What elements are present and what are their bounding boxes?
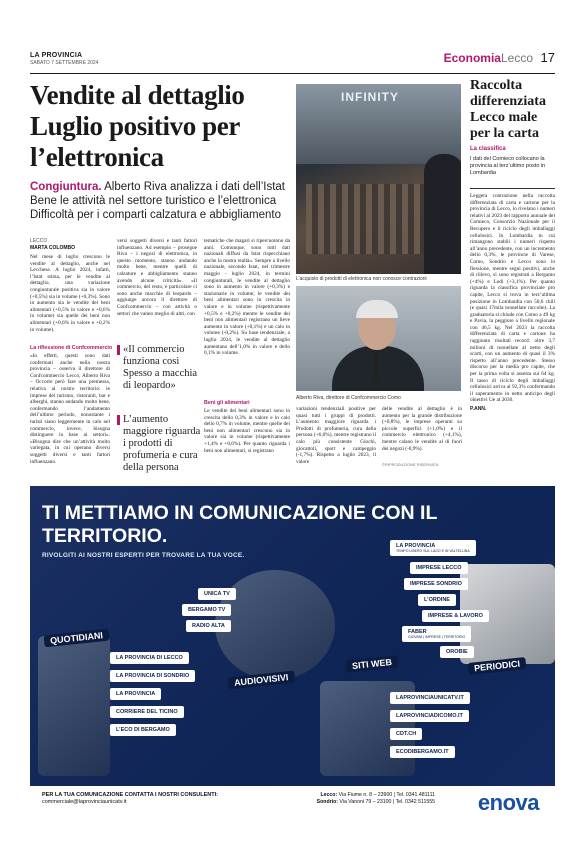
article-subhead-1: La riflessione di Confcommercio xyxy=(30,345,113,351)
ad-address-sondrio xyxy=(295,799,435,806)
portrait-body xyxy=(332,346,424,391)
section-sub: Lecco xyxy=(500,51,533,65)
ad-address-lecco-text: Via Fiume n. 8 – 23900 | Tel. 0341.481111 xyxy=(338,792,435,798)
periodici-top-sub: TEMPO LIBERO SUL LAGO E IN VALTELLINA xyxy=(396,549,470,553)
ad-chip-audiovisivi-2: BERGAMO TV xyxy=(182,604,231,616)
article-column-1: Nel mese di luglio crescono le vendite al dettaglio, anche nel Lecchese. A luglio 2024, infatti, l’Istat stima, per le vendite al dettaglio, una variazione congiunturale positiva sia in valore (+0,5%) sia in volume (+0,3%). Sono in aumento sia le vendite dei beni alimentari (+0,5% in valore e +0,6% in volume) sia quelle dei beni non alimentari (+0,6% in valore e +0,2% in volume). xyxy=(30,254,110,333)
ad-subheadline: RIVOLGITI AI NOSTRI ESPERTI PER TROVARE LA TUA VOCE. xyxy=(42,552,245,559)
sidebar-author: P.ANN. xyxy=(470,406,487,412)
ad-chip-quotidiani-2: LA PROVINCIA DI SONDRIO xyxy=(110,670,195,682)
ad-label-quotidiani: QUOTIDIANI xyxy=(44,629,110,648)
faber-sub: GIOVANI | IMPRESE | TERRITORIO xyxy=(408,635,466,639)
ad-chip-siti-4: ECODIBERGAMO.IT xyxy=(390,746,455,758)
article-headline: Vendite al dettaglio Luglio positivo per l’elettronica xyxy=(30,80,245,172)
ad-chip-audiovisivi-3: RADIO ALTA xyxy=(186,620,231,632)
ad-contact xyxy=(42,792,218,806)
ad-chip-periodici-4: IMPRESE & LAVORO xyxy=(422,610,489,622)
ad-chip-periodici-3: L’ORDINE xyxy=(418,594,456,606)
microphone-icon xyxy=(374,352,378,382)
ad-chip-periodici-1: IMPRESE LECCO xyxy=(410,562,468,574)
pull-quote-1: «Il commercio funziona così Spesso a macchia di leopardo» xyxy=(123,344,198,391)
photo-caption-1: L’acquisto di prodotti di elettronica non conosce contrazioni xyxy=(296,276,427,282)
periodici-top-title: LA PROVINCIA xyxy=(396,543,436,549)
electronics-store-photo xyxy=(296,84,461,274)
ad-chip-siti-2: LAPROVINCIADICOMO.IT xyxy=(390,710,469,722)
article-column-5: delle vendite al dettaglio è in aumento per la grande distribuzione (+0,8%), le imprese operanti su piccole superfici (+1,0%) e il commercio elettronico (+4,1%), mentre calano le vendite al di fuori dei negozi (-0,9%). xyxy=(382,406,462,452)
portrait-hair xyxy=(356,300,398,318)
pull-quote-2: L’aumento maggiore riguarda i prodotti di profumeria e cura della persona xyxy=(123,414,201,473)
ad-address-sondrio-text: Via Vanoni 79 – 23100 | Tel. 0342 511555 xyxy=(339,799,435,805)
article-subhead-3: Beni gli alimentari xyxy=(204,400,250,406)
ad-label-audiovisivi: AUDIOVISIVI xyxy=(228,671,295,690)
enova-logo: enova xyxy=(477,790,539,815)
ad-headline: TI METTIAMO IN COMUNICAZIONE CON IL TERRITORIO. xyxy=(42,502,438,547)
page-number: 17 xyxy=(540,50,555,65)
ad-address-lecco xyxy=(295,792,435,799)
ad-label-periodici: PERIODICI xyxy=(468,657,527,675)
ad-chip-periodici-2: IMPRESE SONDRIO xyxy=(404,578,468,590)
ad-address-lecco-label: Lecco: xyxy=(320,792,338,798)
ad-addresses xyxy=(295,792,435,806)
article-column-3: tematiche che magari si ripercuotono da anni. Comunque, sono tutti dati nazionali diffusi da Istat rispecchiano anche la nostra realtà». Sempre a livello nazionale, secondo Istat, nel trimestre maggio - luglio 2024, in termini congiunturali, le vendite al dettaglio sono in aumento in valore (+0,3%) e stazionarie in volume; le vendite dei beni alimentari sono in crescita in valore e in volume (rispettivamente +0,5% e +0,2%) mentre le vendite dei beni non alimentari registrano un lieve aumento in valore (+0,1%) e un calo in volume (-0,2%). Su base tendenziale, a luglio 2024, le vendite al dettaglio aumentano dell’1,0% in valore e dello 0,1% in volume. xyxy=(204,238,290,357)
sidebar-divider xyxy=(470,188,555,189)
ad-contact-title: PER LA TUA COMUNICAZIONE CONTATTA I NOSTRI CONSULENTI: xyxy=(42,792,218,798)
sidebar-tag: La classifica xyxy=(470,146,506,152)
ad-chip-periodici-5 xyxy=(402,626,471,642)
photo-caption-2: Alberto Riva, direttore di Confcommercio Como xyxy=(296,395,401,401)
page-header xyxy=(30,48,555,74)
ad-contact-email[interactable]: commerciale@laprovinciaunicatv.it xyxy=(42,799,127,805)
sidebar-subtitle: I dati del Comieco collocano la provincia al terz’ultimo posto in Lombardia xyxy=(470,156,546,176)
ad-chip-audiovisivi-1: UNICA TV xyxy=(198,588,236,600)
copyright-note: ©RIPRODUZIONE RISERVATA xyxy=(382,462,439,467)
newspaper-reader-photo xyxy=(38,636,110,776)
article-column-4: variazioni tendenziali positive per quasi tutti i gruppi di prodotti. L’aumento maggiore riguarda i Prodotti di profumeria, cura della persona (+6,0%), mentre registrano il calo più consistente Giochi, giocattoli, sport e campeggio (-1,7%). Rispetto a luglio 2023, il valore xyxy=(296,406,376,465)
ad-label-siti: SITI WEB xyxy=(346,655,399,672)
issue-date: SABATO 7 SETTEMBRE 2024 xyxy=(30,60,99,66)
ad-chip-quotidiani-1: LA PROVINCIA DI LECCO xyxy=(110,652,189,664)
byline xyxy=(30,238,75,252)
ad-chip-siti-1: LAPROVINCIAUNICATV.IT xyxy=(390,692,470,704)
sidebar-body: Leggera contrazione nella raccolta differenziata di carta e cartone per la provincia di Lecco, lo rivelano i numeri relativi al 2023 del rapporto annuale del Comieco, Consorzio Nazionale per il Recupero e il riciclo degli imballaggi cellulosici. In Lombardia in cui rimangono stabili i numeri rispetto all’anno precedente, con un incremento dello 0,3%, le provincie di Varese, Como, Sondrio e Lecco sono in flessione, mentre segni positivi, anche di rilievo, si sono registrati a Bergamo (+4%) e Lodi (+3,1%). Per quanto riguarda la classifica provinciale pro capite, Lecco si trova in terz’ultima posizione in Lombardia con 50,6 chili (e quasi 17mila tonnellate raccolte). La graduatoria si chiude con Como a 49 kg e Pavia, la peggiore a livello regionale con 46,5 kg. Nel 2023 la raccolta differenziata di carta e cartone ha raggiunto risultati record: oltre 3,7 milioni di tonnellate al netto degli scarti, con un aumento di quasi il 3% rispetto all’anno precedente. Stesso discorso per la media pro capite, che per la prima volta si assesta sui 64 kg. Il tasso di riciclo degli imballaggi cellulosici arriva al 92,3% confermando il superamento in netto anticipo degli obiettivi Ue al 2030. xyxy=(470,193,555,403)
store-sign: INFINITY xyxy=(341,90,399,104)
newspaper-name: LA PROVINCIA xyxy=(30,52,83,59)
article-column-3b: Le vendite dei beni alimentari sono in crescita dello 0,3% in valore e in calo dello 0,7% in volume, mentre quelle dei beni non alimentari crescono sia in valore sia in volume (rispettivamente +1,4% e +0,6%). Per quanto riguarda i beni non alimentari, si registrano xyxy=(204,408,290,454)
dateline-place: LECCO xyxy=(30,238,48,244)
section-title xyxy=(444,51,533,65)
ad-footer xyxy=(30,786,555,824)
ad-chip-periodici-top xyxy=(390,540,476,556)
author-name: MARTA COLOMBO xyxy=(30,245,75,251)
article-kicker xyxy=(30,180,292,222)
ad-address-sondrio-label: Sondrio: xyxy=(316,799,338,805)
advertisement xyxy=(30,486,555,824)
ad-chip-periodici-6: OROBIE xyxy=(440,646,474,658)
studio-camera-photo xyxy=(215,570,335,680)
kicker-tag: Congiuntura. xyxy=(30,181,102,193)
article-column-1b: «In effetti, questi sono dati confermati anche nella nostra provincia – osserva il direttore di Confcommercio Lecco, Alberto Riva – Occorre però fare una premessa, relativa al nostro territorio: le imprese del turismo, ristoranti, bar e alberghi, stanno andando molto bene, confermando l’andamento dell’ultimo periodo, nonostante i turisti siano leggermente in calo nel commercio, invece, bisogna distinguere in base ai settori». «Bisogna dire che un’attività molto variegata, in cui operano diversi soggetti diversi e tanti fattori influenzano. xyxy=(30,353,110,465)
ad-chip-quotidiani-5: L’ECO DI BERGAMO xyxy=(110,724,176,736)
sidebar-headline: Raccolta differenziata Lecco male per la carta xyxy=(470,78,546,141)
ad-chip-quotidiani-3: LA PROVINCIA xyxy=(110,688,161,700)
faber-title: FABER xyxy=(408,629,427,635)
article-column-2: versi soggetti diversi e tanti fattori influenzano. Ad esempio – prosegue Riva – i negozi di elettronica, in questo momento, stanno andando molto bene, mentre quelli di calzature e abbigliamento stanno avendo alcune criticità». «Il commercio, del resto, è particolare ci sono anche macchie di leopardo – aggiunge ancora il direttore di Confcommercio – con attività o settori che vanno meglio di altri, con xyxy=(117,238,197,317)
customer-figure xyxy=(424,154,461,274)
kicker-text: Alberto Riva analizza i dati dell’Istat Bene le attività nel settore turistico e l’elettronica Difficoltà per i comparti calzatura e abbigliamento xyxy=(30,181,286,221)
section-main: Economia xyxy=(443,51,501,65)
product-shelf xyxy=(306,184,426,254)
ad-chip-siti-3: CDT.CH xyxy=(390,728,422,740)
portrait-photo xyxy=(296,286,461,391)
ad-chip-quotidiani-4: CORRIERE DEL TICINO xyxy=(110,706,184,718)
